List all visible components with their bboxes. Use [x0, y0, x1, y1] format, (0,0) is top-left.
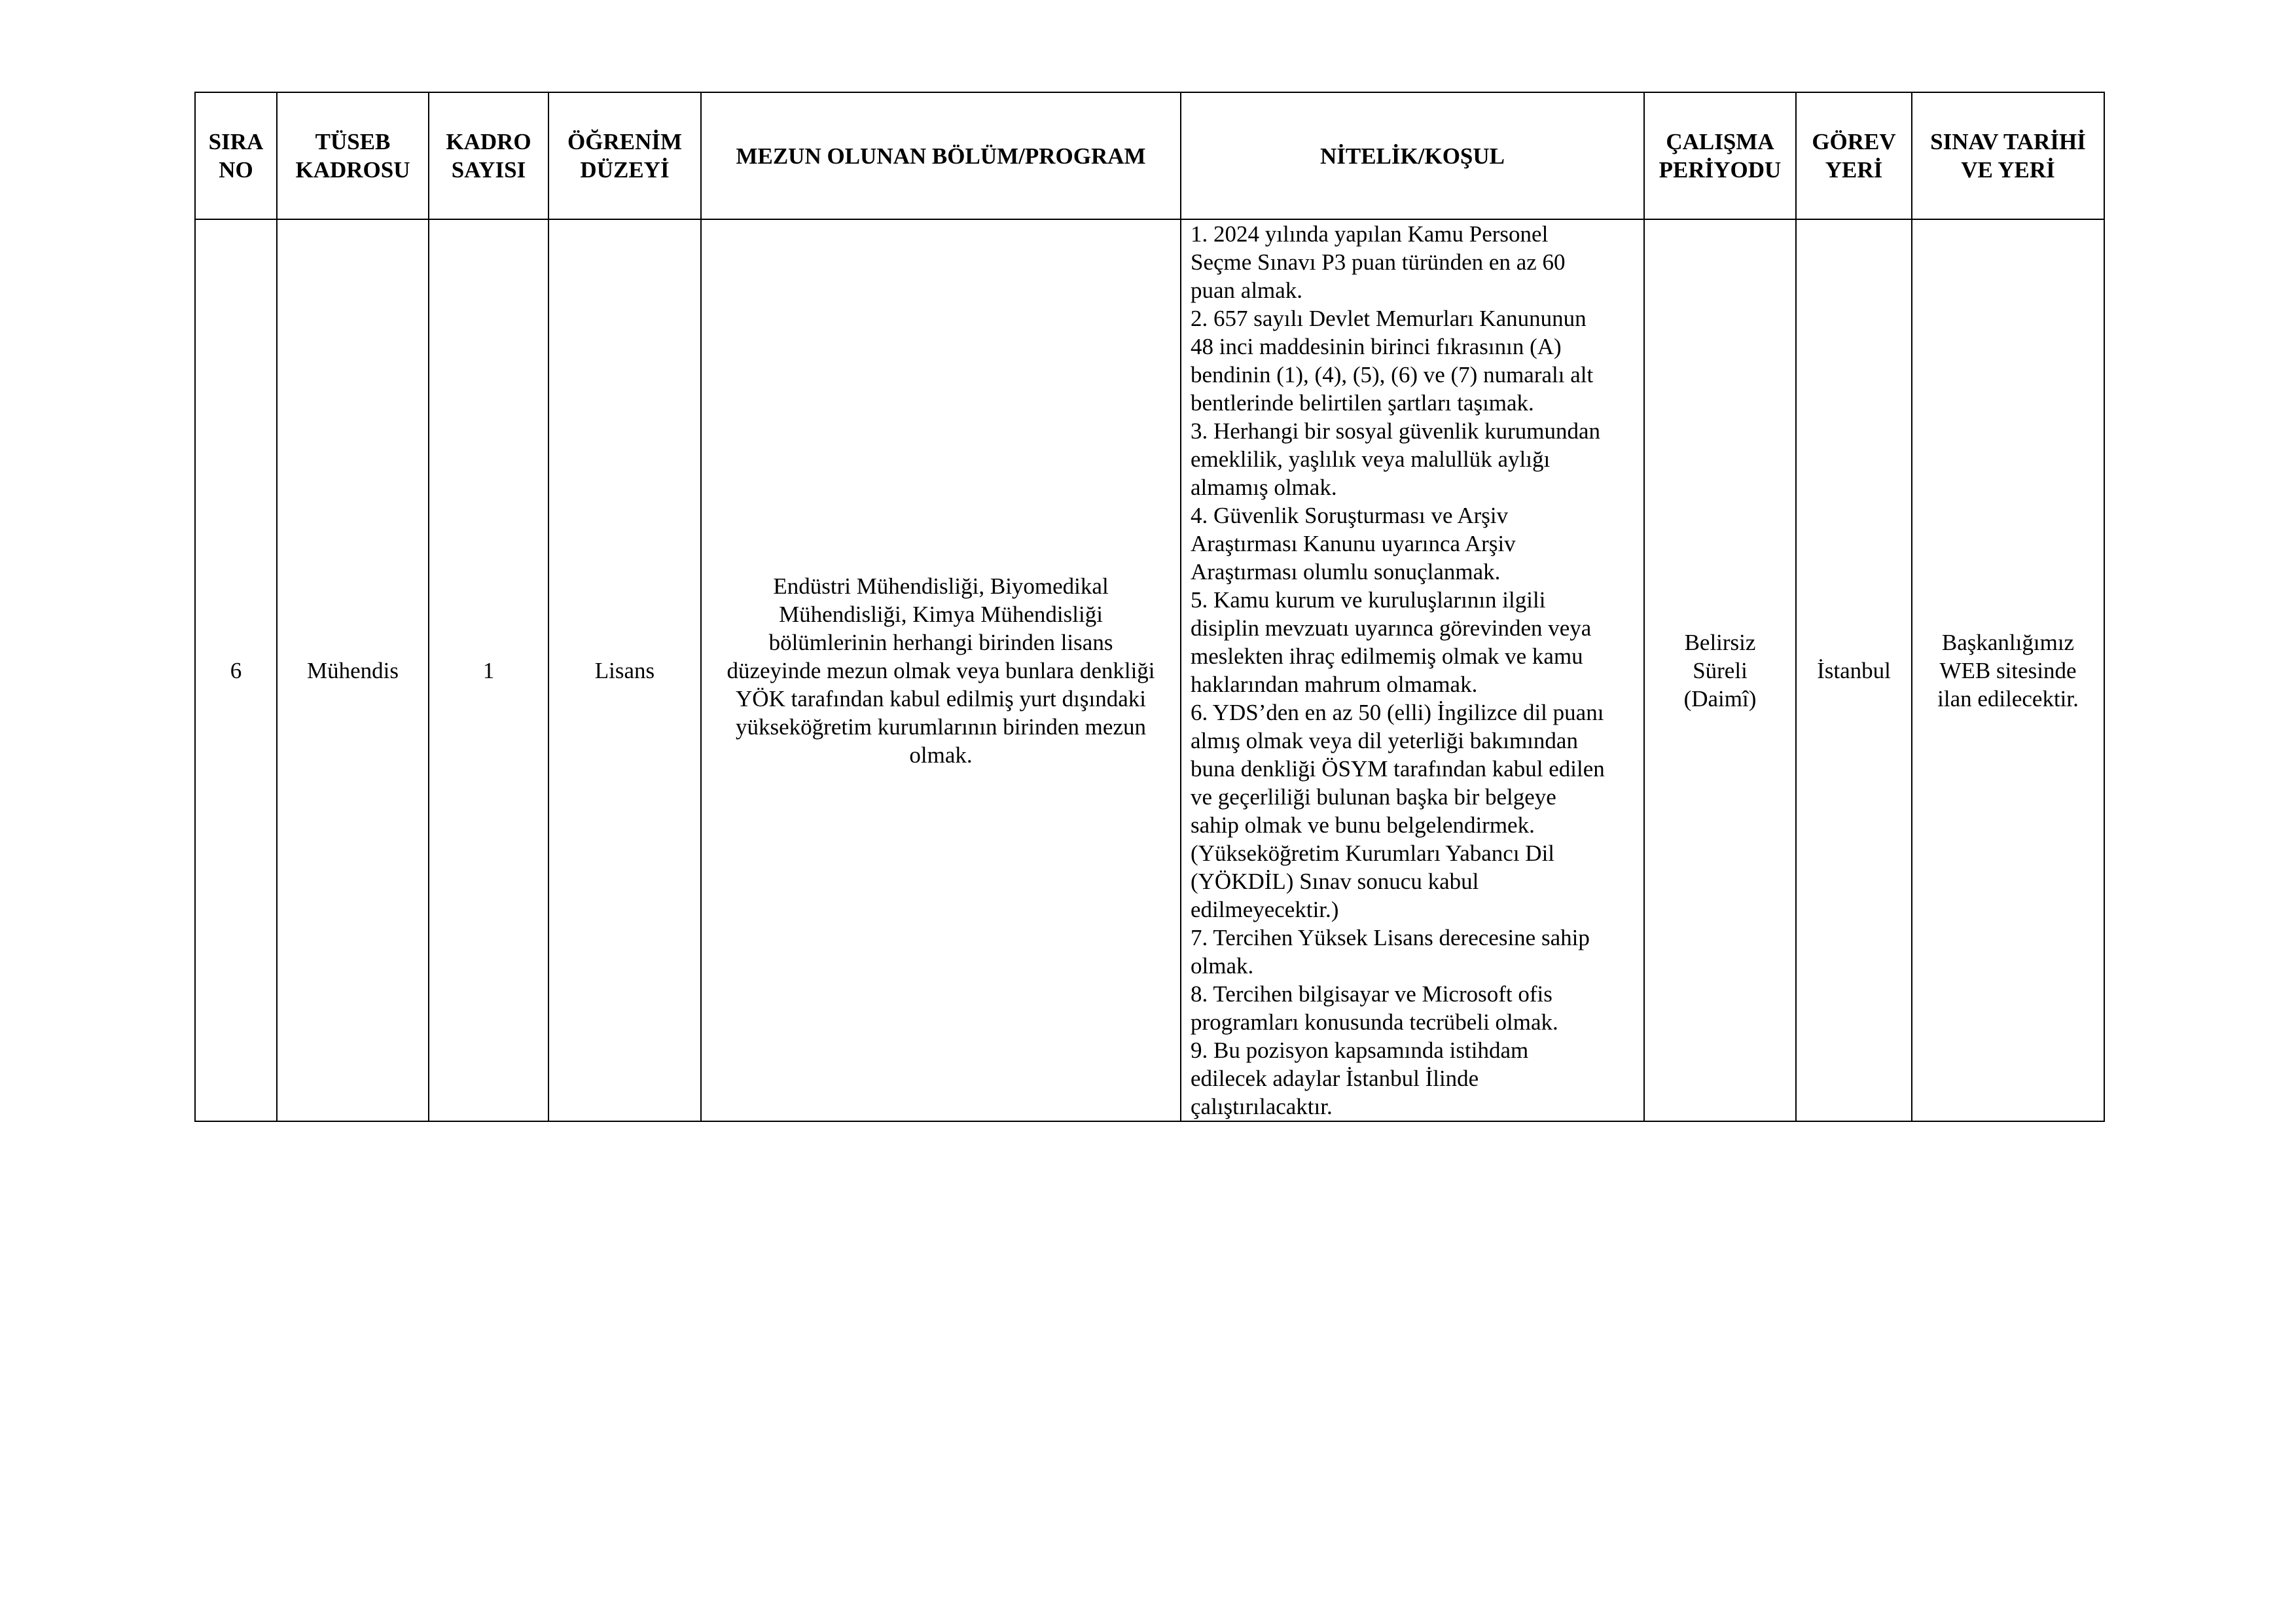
condition-line: 2. 657 sayılı Devlet Memurları Kanununun: [1191, 306, 1587, 331]
condition-line: emeklilik, yaşlılık veya malullük aylığı: [1191, 446, 1551, 472]
condition-line: Seçme Sınavı P3 puan türünden en az 60: [1191, 249, 1566, 275]
condition-line: bentlerinde belirtilen şartları taşımak.: [1191, 390, 1534, 416]
condition-line: 7. Tercihen Yüksek Lisans derecesine sahip: [1191, 925, 1590, 950]
cell-calisma-periyodu: Belirsiz Süreli (Daimî): [1644, 219, 1796, 1121]
cell-gorev-yeri: İstanbul: [1796, 219, 1912, 1121]
condition-line: edilecek adaylar İstanbul İlinde: [1191, 1066, 1479, 1091]
header-nitelik-kosul: NİTELİK/KOŞUL: [1181, 92, 1644, 219]
condition-line: haklarından mahrum olmamak.: [1191, 672, 1478, 697]
header-tuseb-kadrosu: TÜSEB KADROSU: [277, 92, 429, 219]
mezun-bolum-line: YÖK tarafından kabul edilmiş yurt dışındaki: [736, 685, 1146, 712]
condition-line: edilmeyecektir.): [1191, 897, 1339, 922]
cell-nitelik-kosul: [1181, 219, 1644, 1121]
condition-line: 4. Güvenlik Soruşturması ve Arşiv: [1191, 503, 1509, 528]
condition-line: bendinin (1), (4), (5), (6) ve (7) numaralı alt: [1191, 362, 1594, 388]
condition-line: disiplin mevzuatı uyarınca görevinden veya: [1191, 615, 1592, 641]
condition-line: çalıştırılacaktır.: [1191, 1094, 1333, 1119]
condition-line: Araştırması Kanunu uyarınca Arşiv: [1191, 531, 1516, 556]
header-calisma-periyodu: ÇALIŞMA PERİYODU: [1644, 92, 1796, 219]
condition-line: (YÖKDİL) Sınav sonucu kabul: [1191, 869, 1479, 894]
cell-ogrenim-duzeyi: Lisans: [548, 219, 701, 1121]
mezun-bolum-line: Mühendisliği, Kimya Mühendisliği: [779, 601, 1103, 627]
header-kadro-sayisi: KADRO SAYISI: [429, 92, 548, 219]
mezun-bolum-line: düzeyinde mezun olmak veya bunlara denkliği: [726, 657, 1155, 683]
mezun-bolum-line: Endüstri Mühendisliği, Biyomedikal: [773, 573, 1109, 599]
mezun-bolum-line: olmak.: [909, 742, 973, 768]
condition-line: Araştırması olumlu sonuçlanmak.: [1191, 559, 1501, 585]
condition-line: 8. Tercihen bilgisayar ve Microsoft ofis: [1191, 981, 1552, 1007]
cell-sira-no: 6: [195, 219, 277, 1121]
table-row: [195, 219, 2104, 1121]
condition-line: sahip olmak ve bunu belgelendirmek.: [1191, 812, 1535, 838]
condition-line: buna denkliği ÖSYM tarafından kabul edilen: [1191, 756, 1605, 782]
condition-line: ve geçerliliği bulunan başka bir belgeye: [1191, 784, 1556, 810]
condition-line: 1. 2024 yılında yapılan Kamu Personel: [1191, 221, 1549, 247]
header-gorev-yeri: GÖREV YERİ: [1796, 92, 1912, 219]
condition-line: 3. Herhangi bir sosyal güvenlik kurumundan: [1191, 418, 1601, 444]
condition-line: almamış olmak.: [1191, 475, 1337, 500]
cell-sinav-tarihi: Başkanlığımız WEB sitesinde ilan edilecektir.: [1912, 219, 2104, 1121]
header-sinav-tarihi: SINAV TARİHİ VE YERİ: [1912, 92, 2104, 219]
condition-line: programları konusunda tecrübeli olmak.: [1191, 1009, 1558, 1035]
cell-tuseb-kadrosu: Mühendis: [277, 219, 429, 1121]
header-ogrenim-duzeyi: ÖĞRENİM DÜZEYİ: [548, 92, 701, 219]
cell-mezun-bolum: [701, 219, 1181, 1121]
condition-line: olmak.: [1191, 953, 1254, 979]
condition-line: (Yükseköğretim Kurumları Yabancı Dil: [1191, 840, 1555, 866]
header-sira-no: SIRA NO: [195, 92, 277, 219]
condition-line: puan almak.: [1191, 278, 1303, 303]
condition-line: almış olmak veya dil yeterliği bakımından: [1191, 728, 1578, 753]
mezun-bolum-line: bölümlerinin herhangi birinden lisans: [768, 629, 1113, 655]
cell-kadro-sayisi: 1: [429, 219, 548, 1121]
condition-line: 48 inci maddesinin birinci fıkrasının (A): [1191, 334, 1562, 359]
mezun-bolum-line: yükseköğretim kurumlarının birinden mezun: [736, 713, 1146, 740]
header-mezun-bolum: MEZUN OLUNAN BÖLÜM/PROGRAM: [701, 92, 1181, 219]
condition-line: 6. YDS’den en az 50 (elli) İngilizce dil puanı: [1191, 700, 1604, 725]
table-header-row: [195, 92, 2104, 219]
condition-line: meslekten ihraç edilmemiş olmak ve kamu: [1191, 643, 1583, 669]
condition-line: 9. Bu pozisyon kapsamında istihdam: [1191, 1038, 1529, 1063]
job-listing-table: [194, 92, 2105, 1122]
condition-line: 5. Kamu kurum ve kuruluşlarının ilgili: [1191, 587, 1546, 613]
